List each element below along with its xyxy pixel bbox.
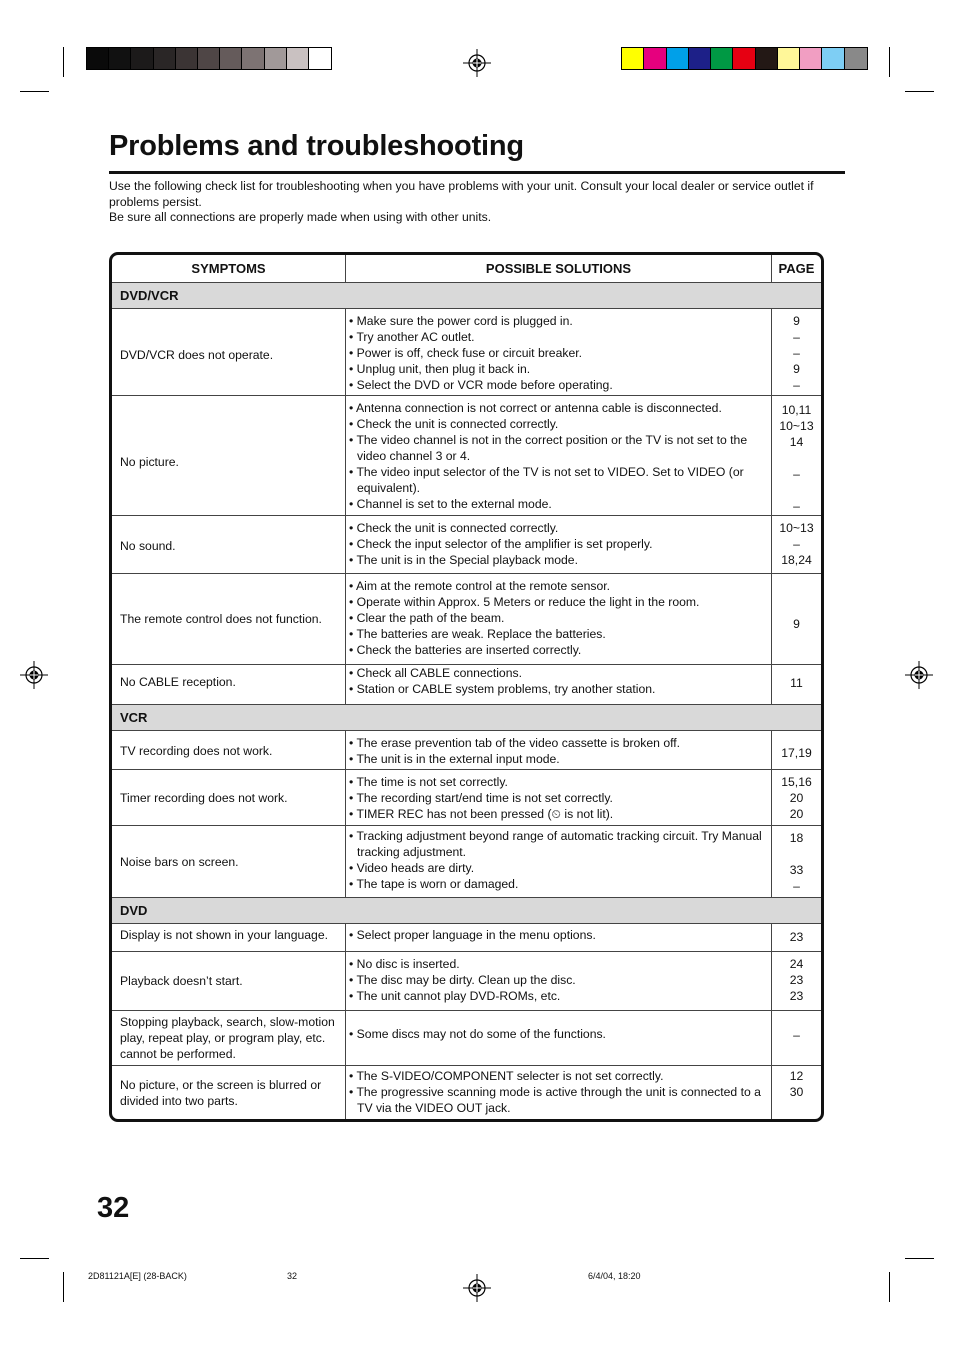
page-reference: 15,16 20 20 <box>781 775 812 821</box>
crop-mark <box>905 1258 934 1259</box>
solutions-list <box>349 774 767 822</box>
solution-item: • Station or CABLE system problems, try another station. <box>349 682 656 696</box>
table-row <box>112 1011 821 1066</box>
registration-mark-icon <box>19 660 49 690</box>
color-swatch <box>689 48 711 69</box>
solution-item: • Some discs may not do some of the functions. <box>349 1027 606 1041</box>
section-header <box>112 705 821 731</box>
bullet: • <box>349 1069 357 1083</box>
page-reference: 24 23 23 <box>789 957 804 1003</box>
color-swatch <box>756 48 778 69</box>
solution-item: • The video input selector of the TV is not set to VIDEO. Set to VIDEO (or equivalent). <box>349 465 744 495</box>
registration-mark-icon <box>462 1273 492 1303</box>
symptom-text: No CABLE reception. <box>120 675 236 689</box>
bullet: • <box>349 775 357 789</box>
symptom-text: No picture, or the screen is blurred or divided into two parts. <box>120 1078 322 1108</box>
solution-item: • Power is off, check fuse or circuit breaker. <box>349 346 582 360</box>
page-reference: 18 33 – <box>789 831 804 893</box>
table-row <box>112 396 821 516</box>
solution-item: • Tracking adjustment beyond range of automatic tracking circuit. Try Manual tracking adjustment. <box>349 829 762 859</box>
table-row <box>112 1066 821 1119</box>
color-swatch <box>733 48 755 69</box>
color-swatch <box>778 48 800 69</box>
solution-item: • The unit is in the Special playback mode. <box>349 553 578 567</box>
solution-item: • Select the DVD or VCR mode before operating. <box>349 378 613 392</box>
intro-paragraph: Use the following check list for troubleshooting when you have problems with your unit. Consult your local dealer or service outlet if problems persist. <box>109 179 814 209</box>
solution-item: • The unit is in the external input mode. <box>349 752 560 766</box>
solution-item: • The erase prevention tab of the video cassette is broken off. <box>349 736 681 750</box>
bullet: • <box>349 611 357 625</box>
solutions-list <box>349 927 767 943</box>
section-label: DVD <box>120 903 148 918</box>
header-symptoms: SYMPTOMS <box>191 261 266 276</box>
color-swatch <box>242 48 264 69</box>
solution-item: • The video channel is not in the correct position or the TV is not set to the video channel 3 or 4. <box>349 433 748 463</box>
color-swatch <box>131 48 153 69</box>
bullet: • <box>349 791 357 805</box>
symptom-text: No sound. <box>120 539 176 553</box>
color-swatch <box>667 48 689 69</box>
bullet: • <box>349 378 357 392</box>
solution-item: • The tape is worn or damaged. <box>349 877 519 891</box>
intro-text <box>109 179 849 226</box>
solution-item: • Check the unit is connected correctly. <box>349 417 559 431</box>
solution-item: • Select proper language in the menu options. <box>349 928 596 942</box>
bullet: • <box>349 752 357 766</box>
symptom-text: Display is not shown in your language. <box>120 928 328 942</box>
bullet: • <box>349 346 357 360</box>
bullet: • <box>349 877 357 891</box>
bullet: • <box>349 1027 357 1041</box>
solution-item: • No disc is inserted. <box>349 957 460 971</box>
solutions-list <box>349 1068 767 1116</box>
bullet: • <box>349 682 357 696</box>
bullet: • <box>349 736 357 750</box>
table-row <box>112 309 821 396</box>
color-swatch <box>220 48 242 69</box>
bullet: • <box>349 957 357 971</box>
page-reference: – <box>793 1028 800 1042</box>
footer-file-id: 2D81121A[E] (28-BACK) <box>88 1271 187 1281</box>
title-rule <box>109 171 845 174</box>
page-number: 32 <box>97 1192 130 1224</box>
bullet: • <box>349 989 357 1003</box>
color-swatch <box>644 48 666 69</box>
crop-mark <box>889 47 890 77</box>
color-swatch <box>87 48 109 69</box>
bullet: • <box>349 1085 357 1099</box>
solution-item: • Antenna connection is not correct or antenna cable is disconnected. <box>349 401 722 415</box>
solution-item: • Check all CABLE connections. <box>349 666 522 680</box>
bullet: • <box>349 666 357 680</box>
solutions-list <box>349 956 767 1004</box>
symptom-text: Timer recording does not work. <box>120 791 288 805</box>
crop-mark <box>63 47 64 77</box>
bullet: • <box>349 579 356 593</box>
table-row <box>112 731 821 770</box>
color-swatch <box>109 48 131 69</box>
section-label: VCR <box>120 710 148 725</box>
solution-item: • Unplug unit, then plug it back in. <box>349 362 531 376</box>
solutions-list <box>349 665 767 697</box>
table-row <box>112 952 821 1011</box>
solutions-list <box>349 313 767 393</box>
section-header <box>112 898 821 924</box>
symptom-text: DVD/VCR does not operate. <box>120 348 274 362</box>
header-page: PAGE <box>778 261 815 276</box>
solution-item: • TIMER REC has not been pressed (⏲ is not lit). <box>349 807 614 821</box>
symptom-text: Noise bars on screen. <box>120 855 239 869</box>
bullet: • <box>349 433 357 447</box>
page-reference: 9 – – 9 – <box>793 314 800 392</box>
solution-item: • Operate within Approx. 5 Meters or reduce the light in the room. <box>349 595 700 609</box>
bullet: • <box>349 314 357 328</box>
solutions-list <box>349 520 767 568</box>
solution-item: • Check the unit is connected correctly. <box>349 521 559 535</box>
crop-mark <box>63 1272 64 1302</box>
color-swatch <box>309 48 331 69</box>
page-reference: 23 <box>789 930 804 944</box>
bullet: • <box>349 553 357 567</box>
intro-paragraph: Be sure all connections are properly made when using with other units. <box>109 210 492 225</box>
table-row <box>112 574 821 665</box>
bullet: • <box>349 521 357 535</box>
bullet: • <box>349 537 357 551</box>
footer-timestamp: 6/4/04, 18:20 <box>588 1271 641 1281</box>
crop-mark <box>889 1272 890 1302</box>
symptom-text: The remote control does not function. <box>120 612 322 626</box>
table-row <box>112 665 821 705</box>
solution-item: • Check the batteries are inserted correctly. <box>349 643 582 657</box>
symptom-text: No picture. <box>120 455 179 469</box>
color-swatch <box>711 48 733 69</box>
registration-mark-icon <box>462 48 492 78</box>
color-swatch <box>822 48 844 69</box>
gray-scale-bar <box>86 47 332 70</box>
bullet: • <box>349 928 357 942</box>
section-label: DVD/VCR <box>120 288 179 303</box>
symptom-text: Stopping playback, search, slow-motion play, repeat play, or program play, etc. cannot be performed. <box>120 1015 335 1061</box>
bullet: • <box>349 627 357 641</box>
table-header-row <box>112 255 821 283</box>
solution-item: • Video heads are dirty. <box>349 861 475 875</box>
section-header <box>112 283 821 309</box>
color-swatch <box>622 48 644 69</box>
bullet: • <box>349 973 357 987</box>
header-solutions: POSSIBLE SOLUTIONS <box>485 261 632 276</box>
solution-item: • Channel is set to the external mode. <box>349 497 552 511</box>
page-reference: 10,11 10~13 14 – – <box>779 403 814 513</box>
bullet: • <box>349 417 357 431</box>
solution-item: • Make sure the power cord is plugged in. <box>349 314 573 328</box>
bullet: • <box>349 643 357 657</box>
page-reference: 11 <box>790 676 803 690</box>
page-title: Problems and troubleshooting <box>109 130 524 162</box>
bullet: • <box>349 401 356 415</box>
color-swatch <box>287 48 309 69</box>
color-calibration-bar <box>621 47 868 70</box>
solution-item: • The disc may be dirty. Clean up the disc. <box>349 973 576 987</box>
symptom-text: Playback doesn’t start. <box>120 974 243 988</box>
bullet: • <box>349 595 357 609</box>
solution-item: • The progressive scanning mode is active through the unit is connected to a TV via the VIDEO OUT jack. <box>349 1085 761 1115</box>
table-row <box>112 770 821 826</box>
color-swatch <box>845 48 867 69</box>
bullet: • <box>349 861 357 875</box>
bullet: • <box>349 465 357 479</box>
bullet: • <box>349 497 357 511</box>
bullet: • <box>349 362 357 376</box>
solution-item: • The batteries are weak. Replace the batteries. <box>349 627 606 641</box>
troubleshooting-table <box>109 252 824 1122</box>
crop-mark <box>20 91 49 92</box>
color-swatch <box>198 48 220 69</box>
solution-item: • The S-VIDEO/COMPONENT selecter is not set correctly. <box>349 1069 664 1083</box>
symptom-text: TV recording does not work. <box>120 744 273 758</box>
table-row <box>112 924 821 952</box>
page-reference: 9 <box>793 617 800 631</box>
footer-page: 32 <box>287 1271 298 1281</box>
color-swatch <box>154 48 176 69</box>
table-row <box>112 516 821 574</box>
solutions-list <box>349 578 767 658</box>
color-swatch <box>265 48 287 69</box>
page-reference: 12 30 <box>789 1069 804 1099</box>
solutions-list <box>349 1026 767 1042</box>
solution-item: • Aim at the remote control at the remote sensor. <box>349 579 611 593</box>
solutions-list <box>349 828 767 892</box>
page-reference: 17,19 <box>781 746 812 760</box>
solution-item: • Clear the path of the beam. <box>349 611 505 625</box>
bullet: • <box>349 807 357 821</box>
solution-item: • The unit cannot play DVD-ROMs, etc. <box>349 989 561 1003</box>
solutions-list <box>349 735 767 767</box>
solution-item: • The recording start/end time is not set correctly. <box>349 791 613 805</box>
color-swatch <box>800 48 822 69</box>
color-swatch <box>176 48 198 69</box>
crop-mark <box>905 91 934 92</box>
page-reference: 10~13 – 18,24 <box>779 521 814 567</box>
crop-mark <box>20 1258 49 1259</box>
table-row <box>112 826 821 898</box>
solution-item: • Check the input selector of the amplifier is set properly. <box>349 537 653 551</box>
bullet: • <box>349 330 357 344</box>
bullet: • <box>349 829 357 843</box>
solution-item: • Try another AC outlet. <box>349 330 475 344</box>
registration-mark-icon <box>904 660 934 690</box>
solution-item: • The time is not set correctly. <box>349 775 508 789</box>
solutions-list <box>349 400 767 512</box>
